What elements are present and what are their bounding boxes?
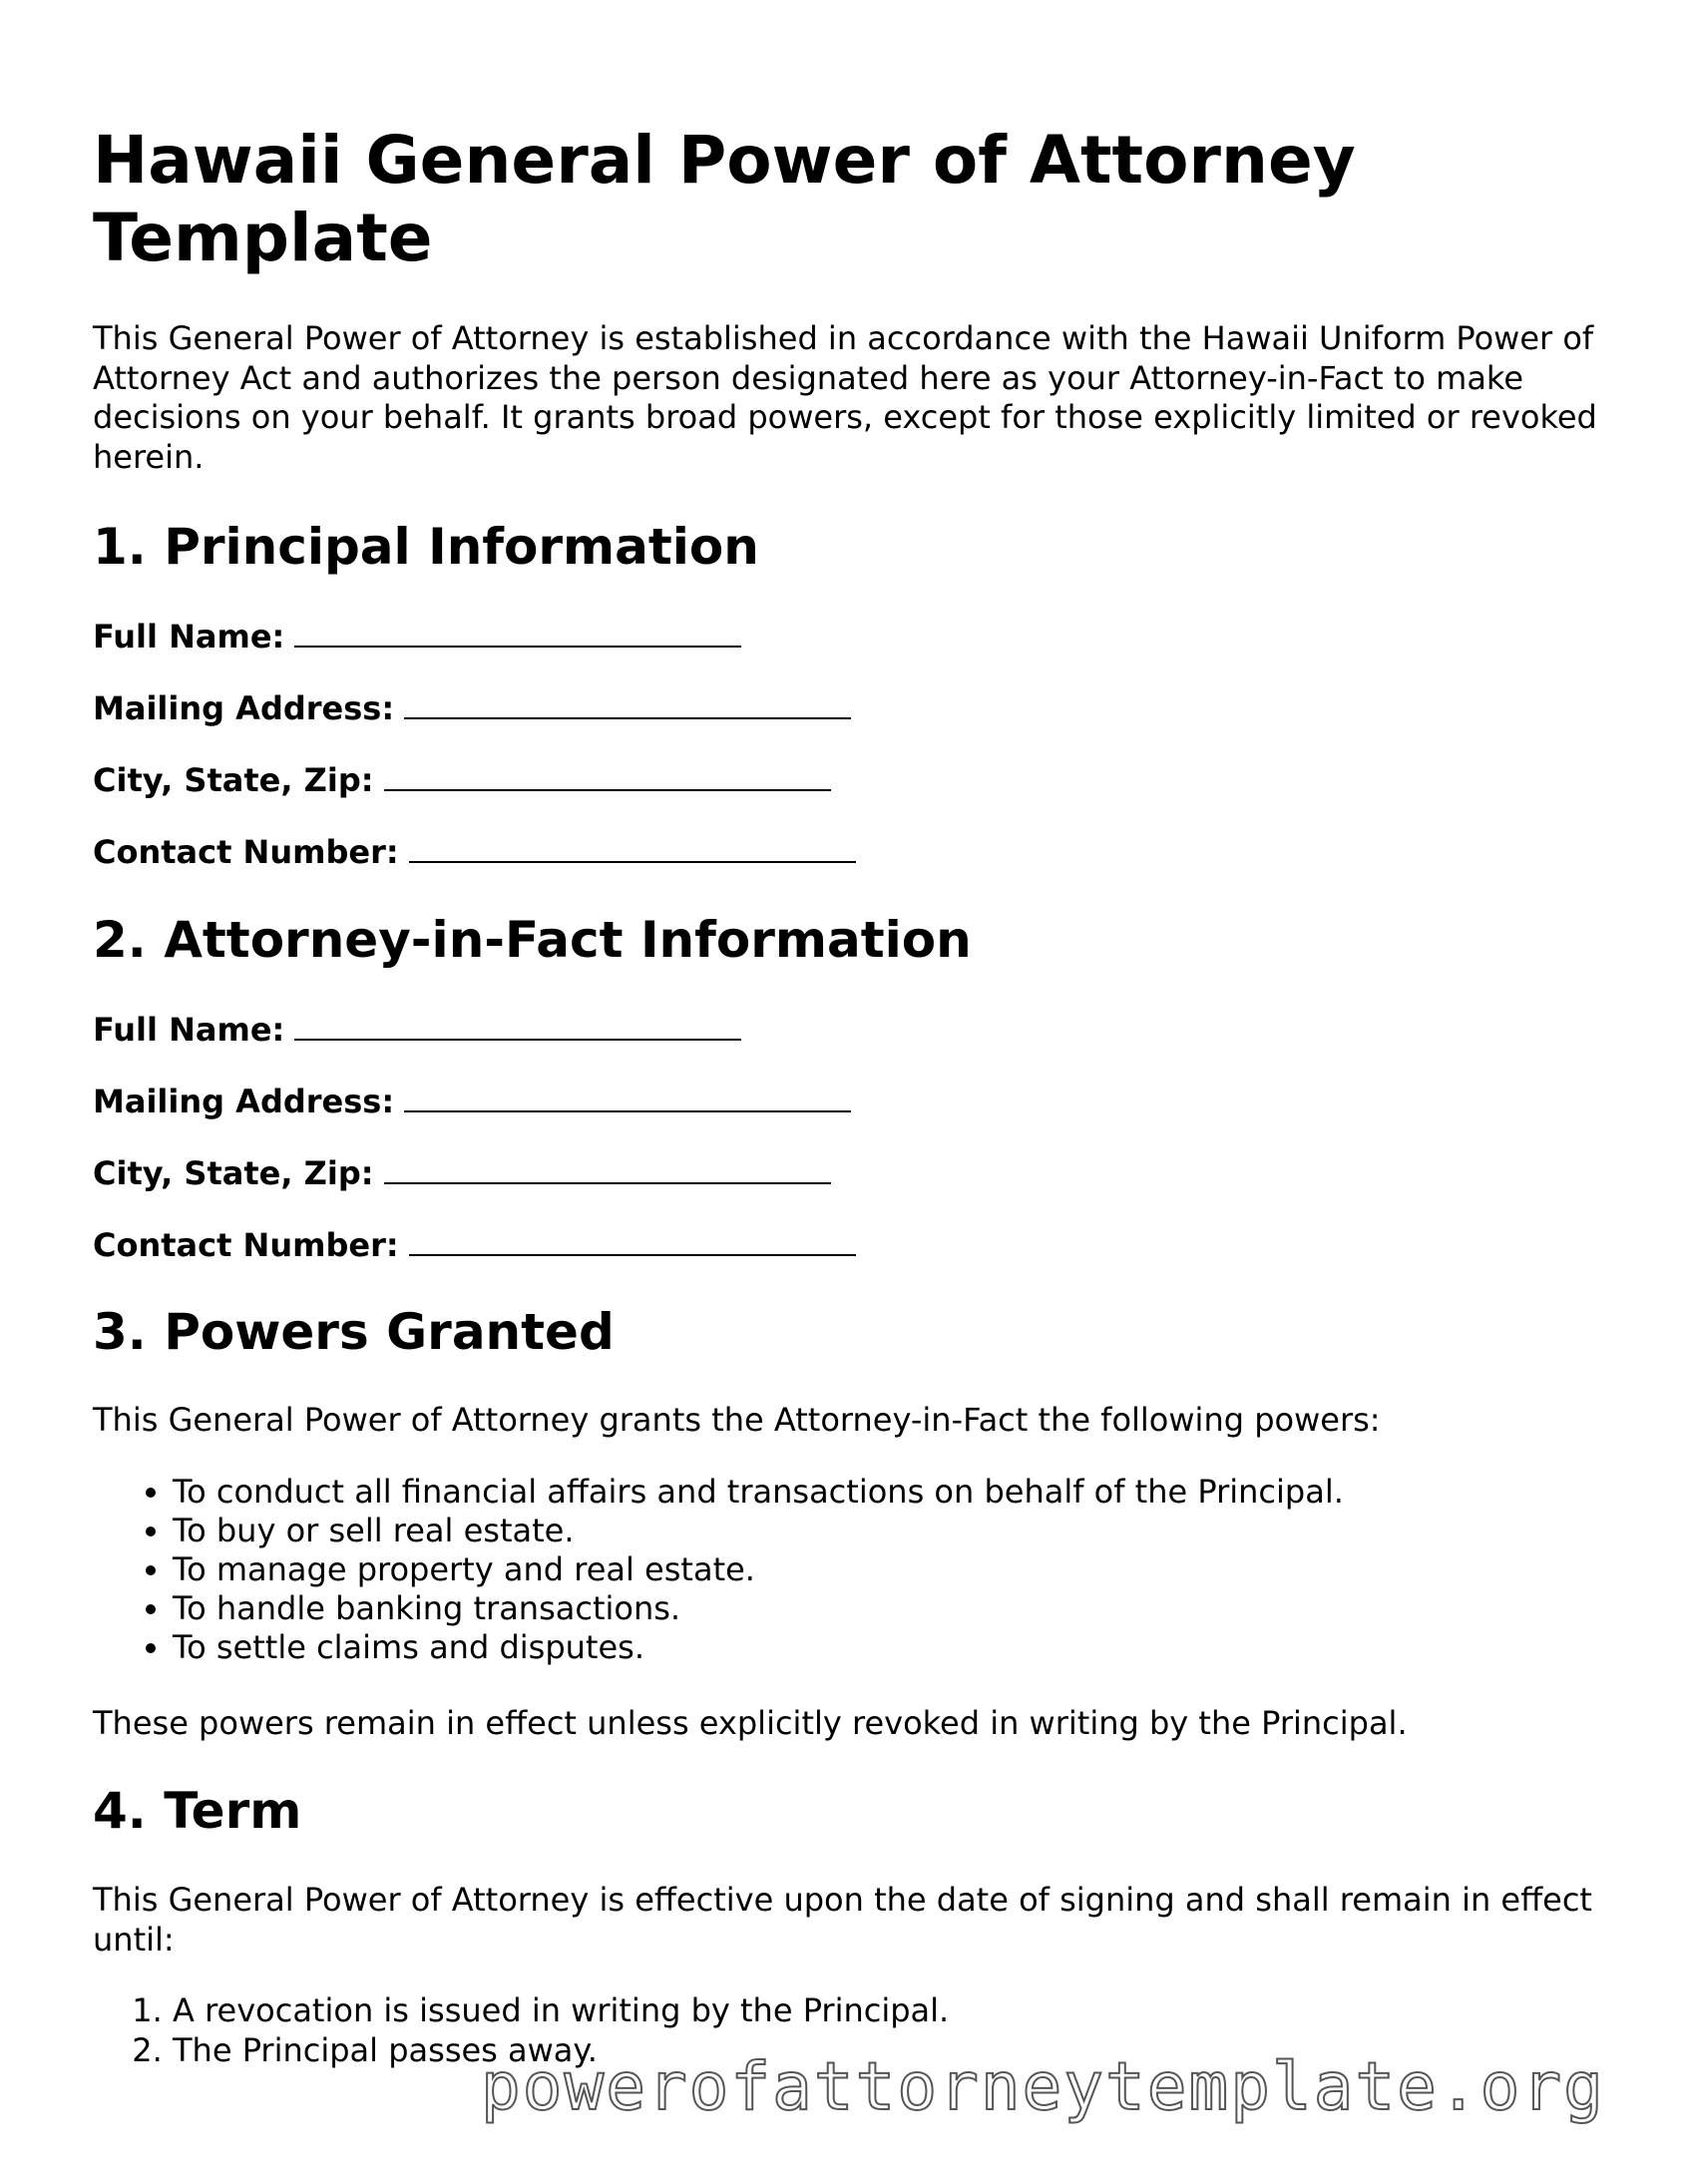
section-3-heading: 3. Powers Granted — [93, 1303, 615, 1361]
list-item: 2. The Principal passes away. — [173, 2031, 949, 2071]
section-1-heading: 1. Principal Information — [93, 518, 759, 576]
attorney-contact-number-field[interactable] — [93, 1224, 856, 1265]
fill-line[interactable] — [384, 1152, 831, 1184]
principal-mailing-address-field[interactable] — [93, 687, 851, 728]
principal-city-state-zip-field[interactable] — [93, 759, 831, 800]
section-4-heading: 4. Term — [93, 1782, 302, 1840]
intro-paragraph: This General Power of Attorney is established in accordance with the Hawaii Uniform Power of Attorney Act and authorizes the person designated here as your Attorney-in-Fact to make decisions on your behalf. It grants broad powers, except for those explicitly limited or revoked herein. — [93, 319, 1597, 476]
fill-line[interactable] — [409, 831, 856, 863]
powers-list — [93, 1473, 1344, 1667]
field-label: Contact Number: — [93, 833, 399, 871]
list-item: • To conduct all financial affairs and transactions on behalf of the Principal. — [173, 1473, 1344, 1512]
list-item: • To handle banking transactions. — [173, 1589, 1344, 1628]
fill-line[interactable] — [404, 687, 851, 719]
principal-contact-number-field[interactable] — [93, 831, 856, 872]
section-2-heading: 2. Attorney-in-Fact Information — [93, 911, 972, 969]
list-item: 1. A revocation is issued in writing by the Principal. — [173, 1991, 949, 2031]
field-label: Full Name: — [93, 618, 285, 655]
site-watermark: powerofattorneytemplate.org — [481, 2048, 1605, 2125]
powers-lead-text: This General Power of Attorney grants the Attorney-in-Fact the following powers: — [93, 1401, 1381, 1439]
term-lead-text: This General Power of Attorney is effective upon the date of signing and shall remain in effect until: — [93, 1881, 1592, 1959]
principal-full-name-field[interactable] — [93, 616, 741, 656]
attorney-full-name-field[interactable] — [93, 1009, 741, 1050]
fill-line[interactable] — [384, 759, 831, 791]
fill-line[interactable] — [409, 1224, 856, 1256]
powers-closing-text: These powers remain in effect unless explicitly revoked in writing by the Principal. — [93, 1704, 1408, 1742]
field-label: Contact Number: — [93, 1226, 399, 1264]
fill-line[interactable] — [294, 1009, 741, 1041]
fill-line[interactable] — [294, 616, 741, 648]
list-item: • To buy or sell real estate. — [173, 1512, 1344, 1550]
field-label: City, State, Zip: — [93, 1154, 374, 1192]
list-item: • To manage property and real estate. — [173, 1550, 1344, 1589]
field-label: Mailing Address: — [93, 1083, 395, 1120]
attorney-mailing-address-field[interactable] — [93, 1081, 851, 1121]
list-item: • To settle claims and disputes. — [173, 1628, 1344, 1667]
field-label: Full Name: — [93, 1011, 285, 1049]
fill-line[interactable] — [404, 1081, 851, 1112]
document-title: Hawaii General Power of Attorney Template — [93, 122, 1356, 276]
field-label: Mailing Address: — [93, 689, 395, 727]
field-label: City, State, Zip: — [93, 761, 374, 799]
attorney-city-state-zip-field[interactable] — [93, 1152, 831, 1193]
